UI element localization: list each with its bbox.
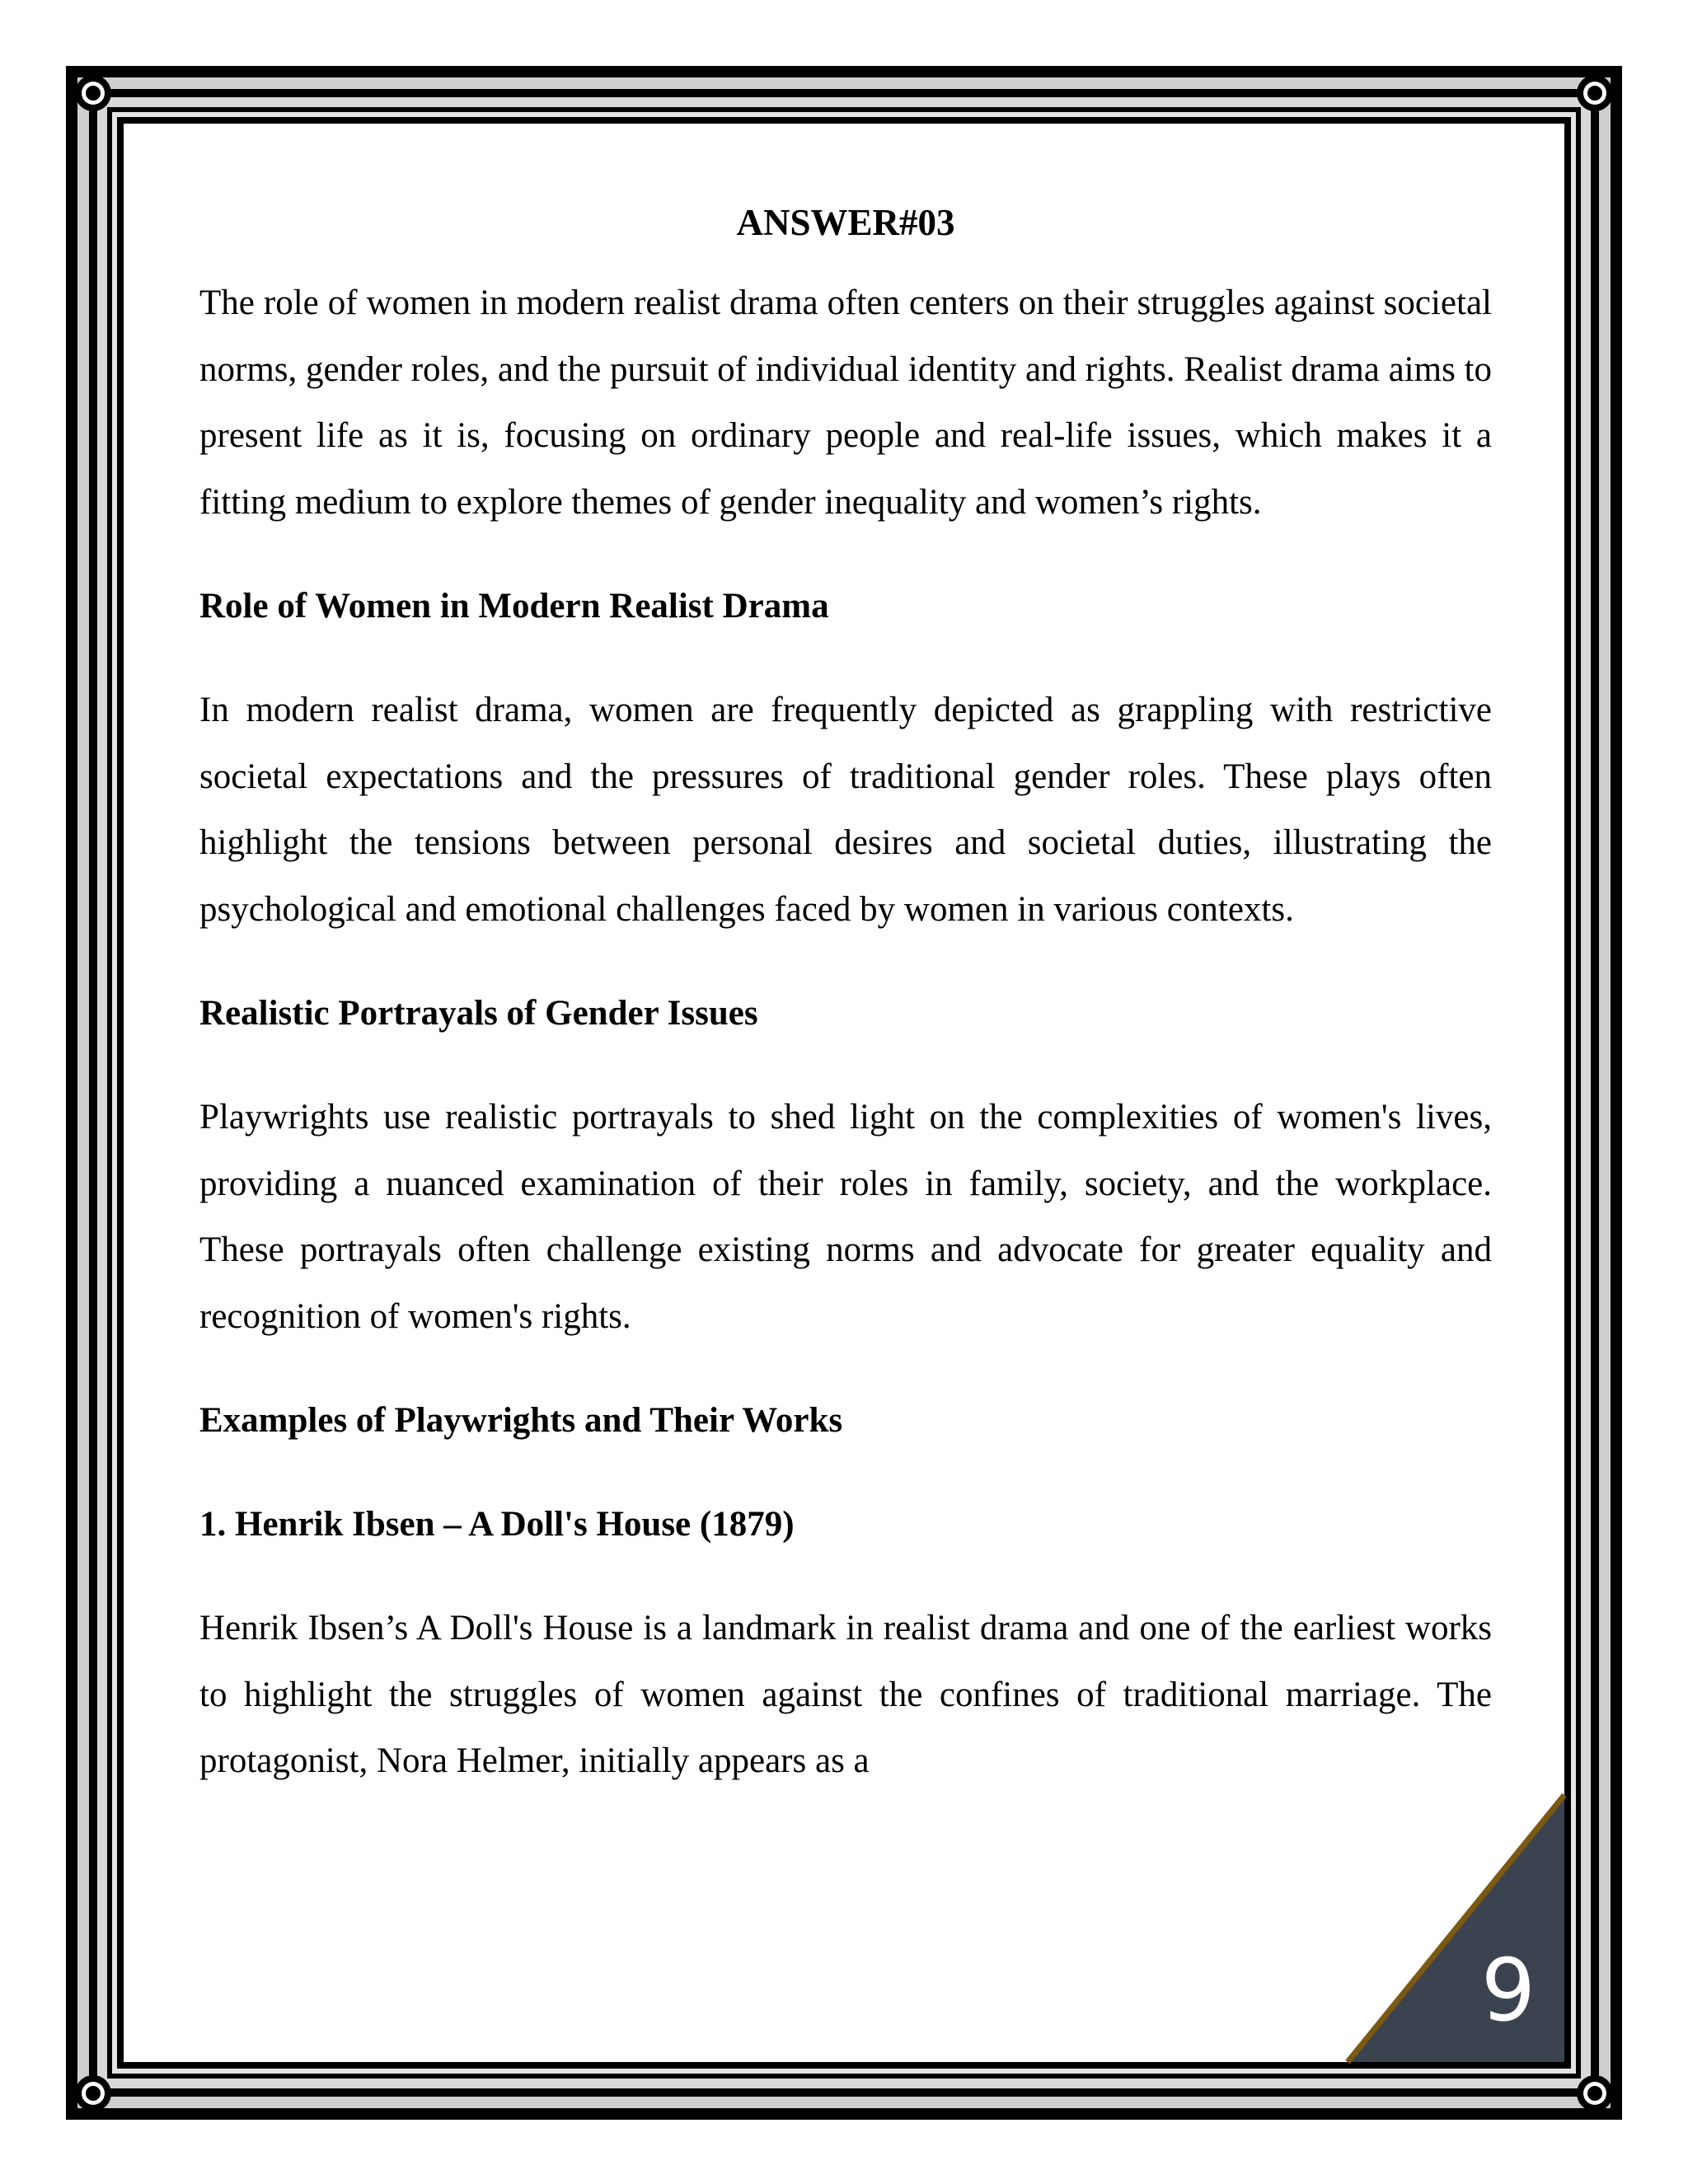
- section-heading: Role of Women in Modern Realist Drama: [199, 587, 829, 626]
- corner-ornament-icon: [1577, 75, 1613, 111]
- corner-ornament-icon: [75, 2075, 111, 2111]
- subsection-paragraph: Henrik Ibsen’s A Doll's House is a landmark in realist drama and one of the earliest works to highlight the struggles of women against the confines of traditional marriage. The protagonist, Nora Helmer, initially appears as a: [199, 1609, 1492, 1780]
- page-number: 9: [1480, 1940, 1536, 2041]
- subsection-heading: 1. Henrik Ibsen – A Doll's House (1879): [199, 1505, 795, 1544]
- corner-ornament-icon: [75, 75, 111, 111]
- section-heading: Realistic Portrayals of Gender Issues: [199, 994, 758, 1033]
- intro-paragraph: The role of women in modern realist drama often centers on their struggles against societal norms, gender roles, and the pursuit of individual identity and rights. Realist drama aims to present life as it is, focusing on ordinary people and real-life issues, which makes it a fitting medium to explore themes of gender inequality and women’s rights.: [199, 284, 1493, 522]
- page-title: ANSWER#03: [736, 202, 955, 243]
- section-paragraph: Playwrights use realistic portrayals to shed light on the complexities of women's lives, providing a nuanced examination of their roles in family, society, and the workplace. These portrayals often challenge existing norms and advocate for greater equality and recognition of women's rights.: [199, 1098, 1492, 1336]
- section-heading: Examples of Playwrights and Their Works: [199, 1401, 843, 1440]
- document-body: [199, 190, 1492, 1833]
- corner-ornament-icon: [1577, 2075, 1613, 2111]
- section-paragraph: In modern realist drama, women are frequently depicted as grappling with restrictive societal expectations and the pressures of traditional gender roles. These plays often highlight the tensions between personal desires and societal duties, illustrating the psychological and emotional challenges faced by women in various contexts.: [199, 691, 1492, 929]
